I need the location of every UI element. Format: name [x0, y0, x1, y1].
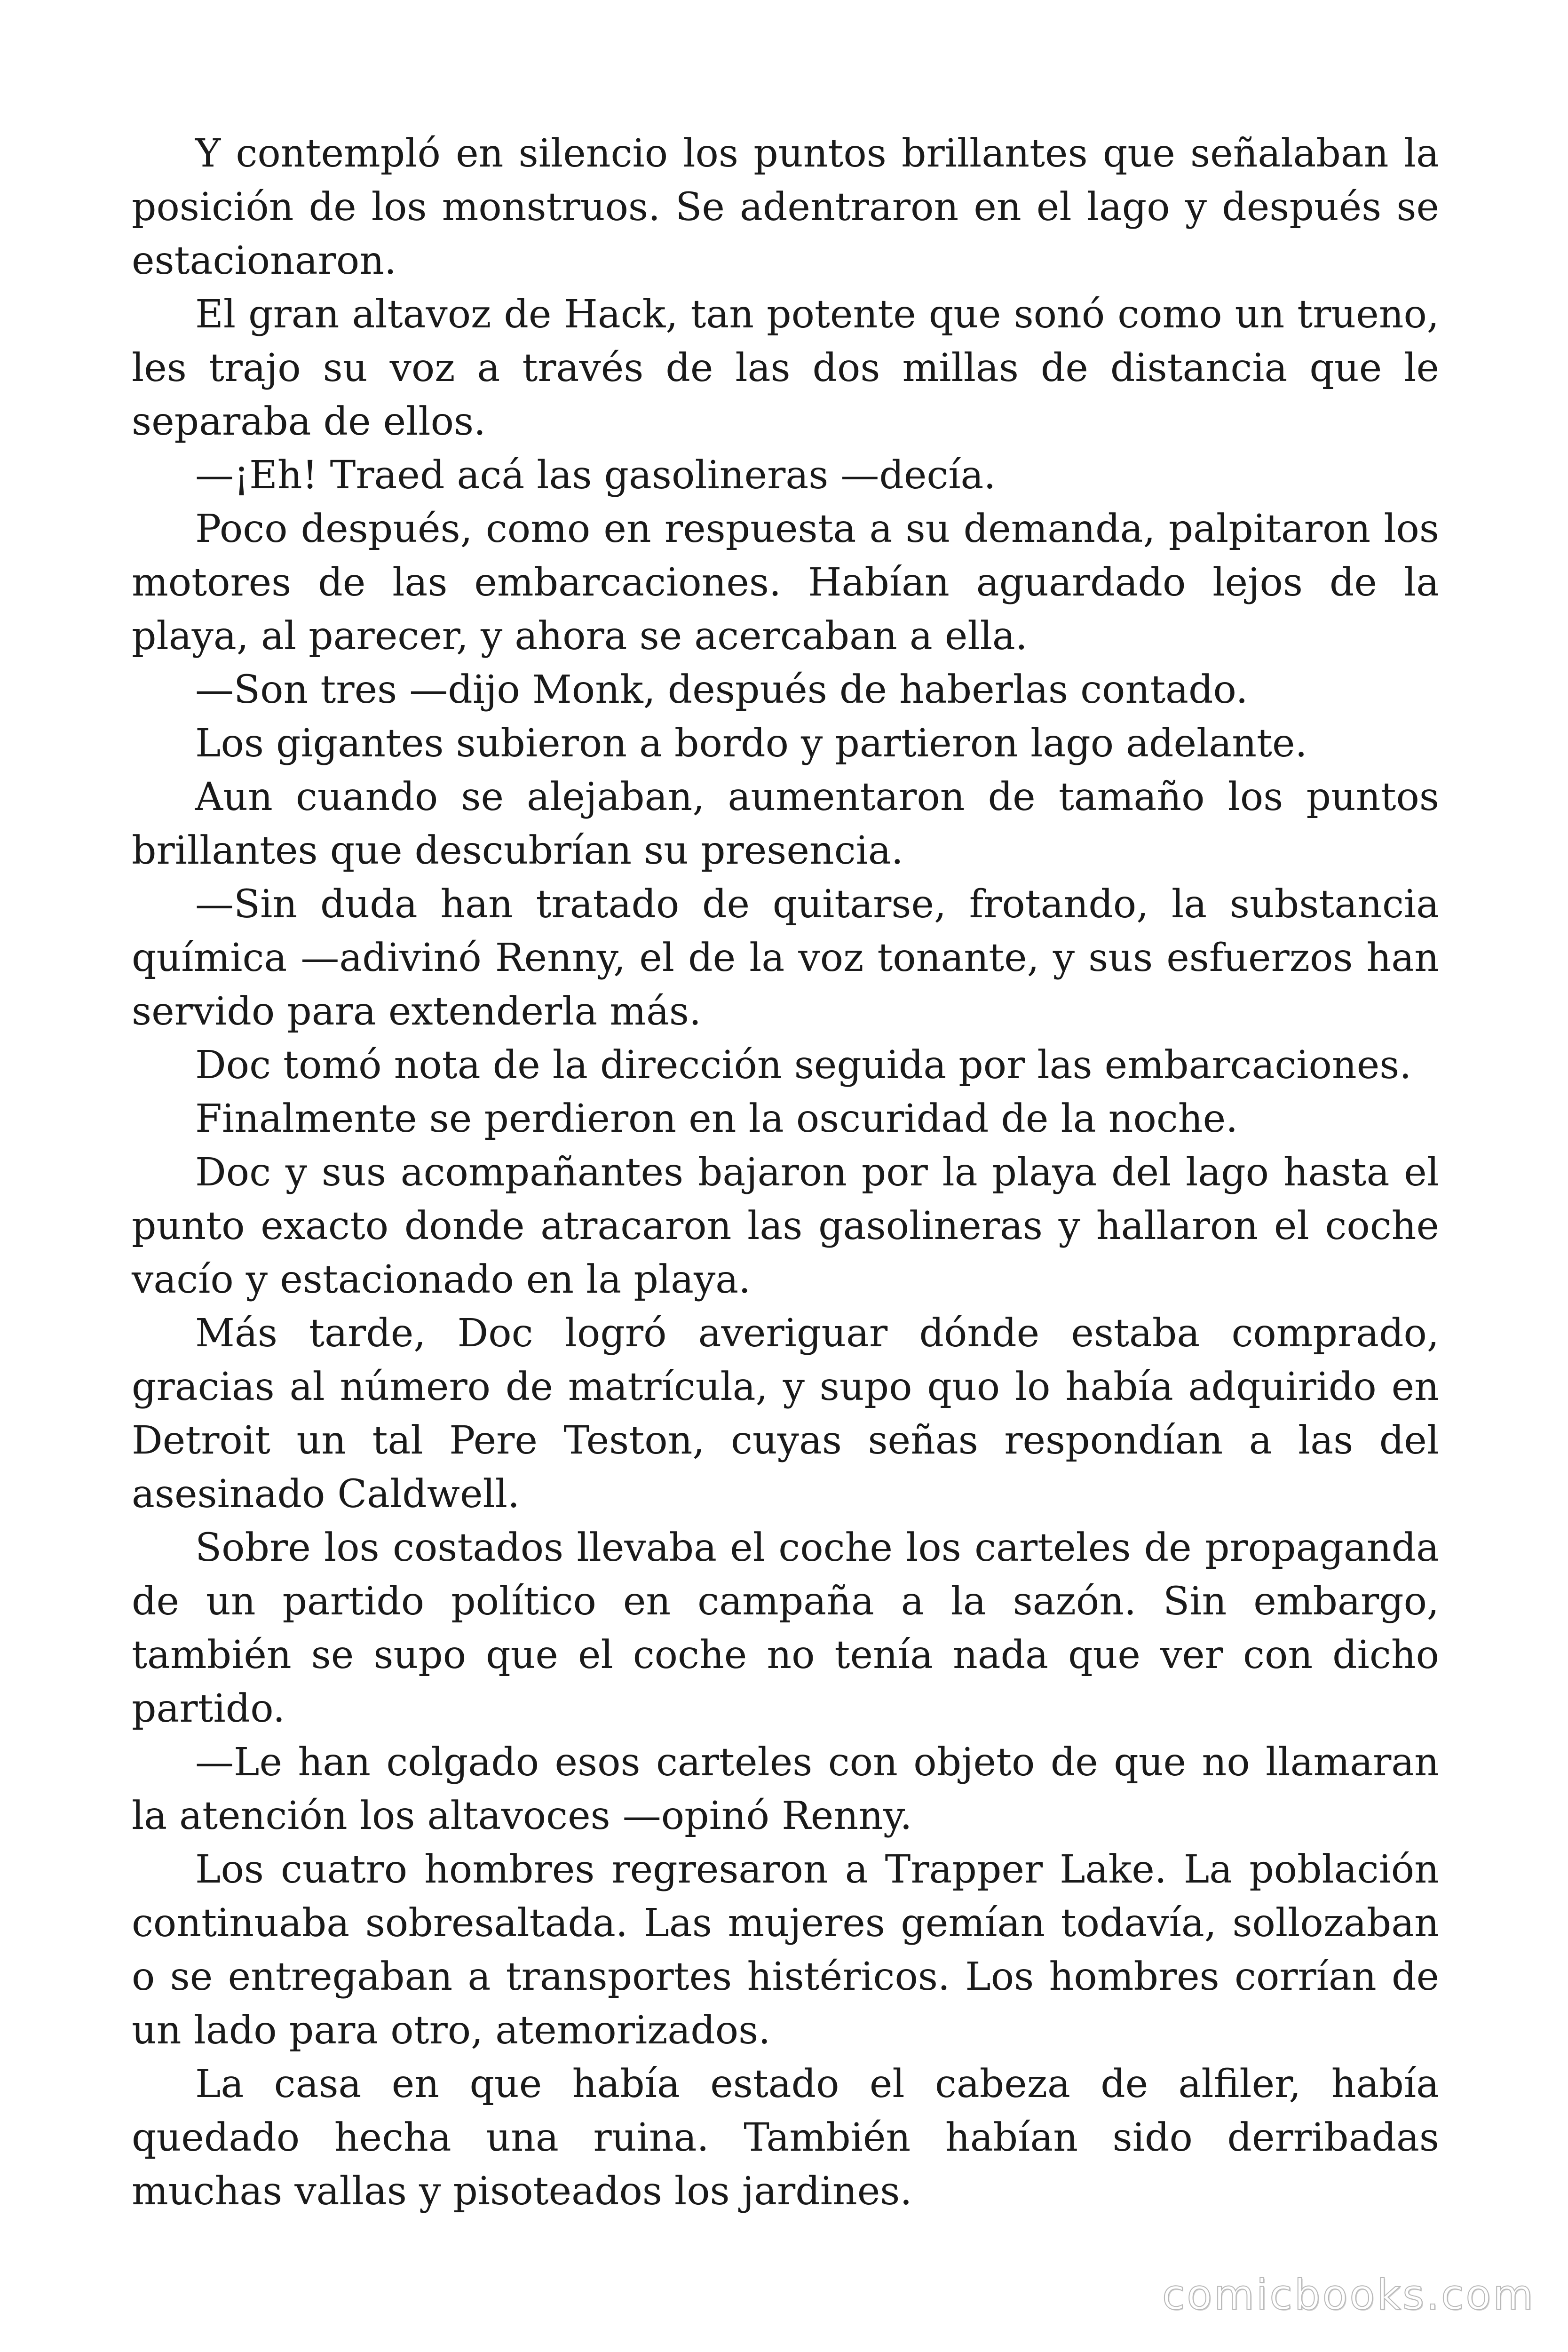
paragraph: El gran altavoz de Hack, tan potente que sonó como un trueno, les trajo su voz a través de las dos millas de distancia que le separaba de ellos.: [132, 292, 1439, 444]
paragraph: Aun cuando se alejaban, aumentaron de tamaño los puntos brillantes que descubrían su presencia.: [132, 775, 1439, 873]
body-text: [132, 127, 1439, 2218]
paragraph: Doc y sus acompañantes bajaron por la playa del lago hasta el punto exacto donde atracaron las gasolineras y hallaron el coche vacío y estacionado en la playa.: [132, 1150, 1439, 1302]
paragraph: La casa en que había estado el cabeza de alfiler, había quedado hecha una ruina. También habían sido derribadas muchas vallas y pisoteados los jardines.: [132, 2062, 1439, 2214]
paragraph: Y contempló en silencio los puntos brillantes que señalaban la posición de los monstruos. Se adentraron en el lago y después se estacionaron.: [132, 131, 1439, 283]
paragraph: Poco después, como en respuesta a su demanda, palpitaron los motores de las embarcaciones. Habían aguardado lejos de la playa, al parecer, y ahora se acercaban a ella.: [132, 507, 1439, 659]
paragraph: —Son tres —dijo Monk, después de haberlas contado.: [195, 667, 1248, 712]
watermark: comicbooks.com: [1162, 2271, 1535, 2319]
paragraph: Los gigantes subieron a bordo y partieron lago adelante.: [195, 721, 1307, 766]
paragraph: Finalmente se perdieron en la oscuridad de la noche.: [195, 1097, 1238, 1141]
paragraph: Más tarde, Doc logró averiguar dónde estaba comprado, gracias al número de matrícula, y supo quo lo había adquirido en Detroit un tal Pere Teston, cuyas señas respondían a las del asesinado Caldwell.: [132, 1311, 1439, 1517]
paragraph: Sobre los costados llevaba el coche los carteles de propaganda de un partido político en campaña a la sazón. Sin embargo, también se supo que el coche no tenía nada que ver con dicho partido.: [132, 1526, 1439, 1731]
paragraph: —Le han colgado esos carteles con objeto de que no llamaran la atención los altavoces —opinó Renny.: [132, 1740, 1439, 1838]
paragraph: Doc tomó nota de la dirección seguida por las embarcaciones.: [195, 1043, 1412, 1088]
paragraph: Los cuatro hombres regresaron a Trapper Lake. La población continuaba sobresaltada. Las mujeres gemían todavía, sollozaban o se entregaban a transportes histéricos. Los hombres corrían de un lado para otro, atemorizados.: [132, 1847, 1439, 2053]
paragraph: —Sin duda han tratado de quitarse, frotando, la substancia química —adivinó Renny, el de la voz tonante, y sus esfuerzos han servido para extenderla más.: [132, 882, 1439, 1034]
paragraph: —¡Eh! Traed acá las gasolineras —decía.: [195, 453, 996, 498]
